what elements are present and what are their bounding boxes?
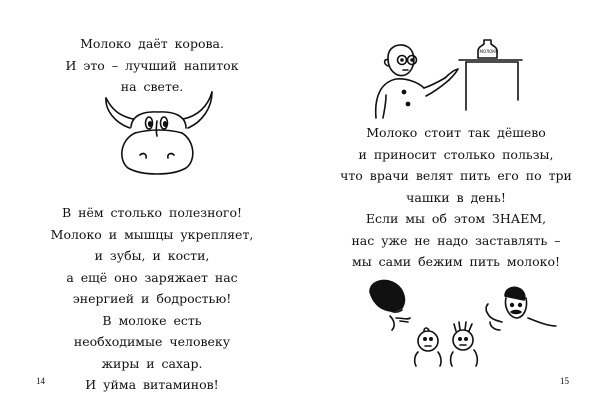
- text-line: В нём столько полезного!: [61, 205, 243, 220]
- text-line: Молоко стоит так дёшево: [366, 125, 546, 140]
- text-line: а ещё оно заряжает нас: [66, 269, 238, 285]
- text-line: энергией и бодростью!: [72, 291, 232, 306]
- text-line: на свете.: [120, 79, 184, 94]
- text-line: необходимые человеку: [73, 334, 231, 349]
- page-number: 15: [560, 376, 569, 386]
- text-line: и приносит столько пользы,: [358, 146, 554, 162]
- children-icon: [304, 0, 608, 413]
- text-line: И это – лучший напиток: [65, 57, 239, 73]
- text-line: жиры и сахар.: [101, 355, 203, 371]
- text-line: и зубы, и кости,: [94, 248, 210, 263]
- bottle-label: МОЛОКО: [479, 49, 499, 54]
- text-line: Если мы об этом ЗНАЕМ,: [365, 211, 547, 226]
- text-line: Молоко и мышцы укрепляет,: [50, 226, 254, 242]
- page-number: 14: [36, 376, 45, 386]
- text-line: что врачи велят пить его по три: [340, 168, 572, 183]
- benefits-text: [0, 202, 304, 396]
- text-line: В молоке есть: [102, 312, 202, 328]
- text-line: И уйма витаминов!: [85, 377, 219, 392]
- text-line: чашки в день!: [406, 189, 506, 205]
- text-line: Молоко даёт корова.: [80, 36, 224, 51]
- right-page: [304, 0, 608, 413]
- text-line: мы сами бежим пить молоко!: [351, 254, 560, 269]
- text-line: нас уже не надо заставлять –: [351, 232, 561, 248]
